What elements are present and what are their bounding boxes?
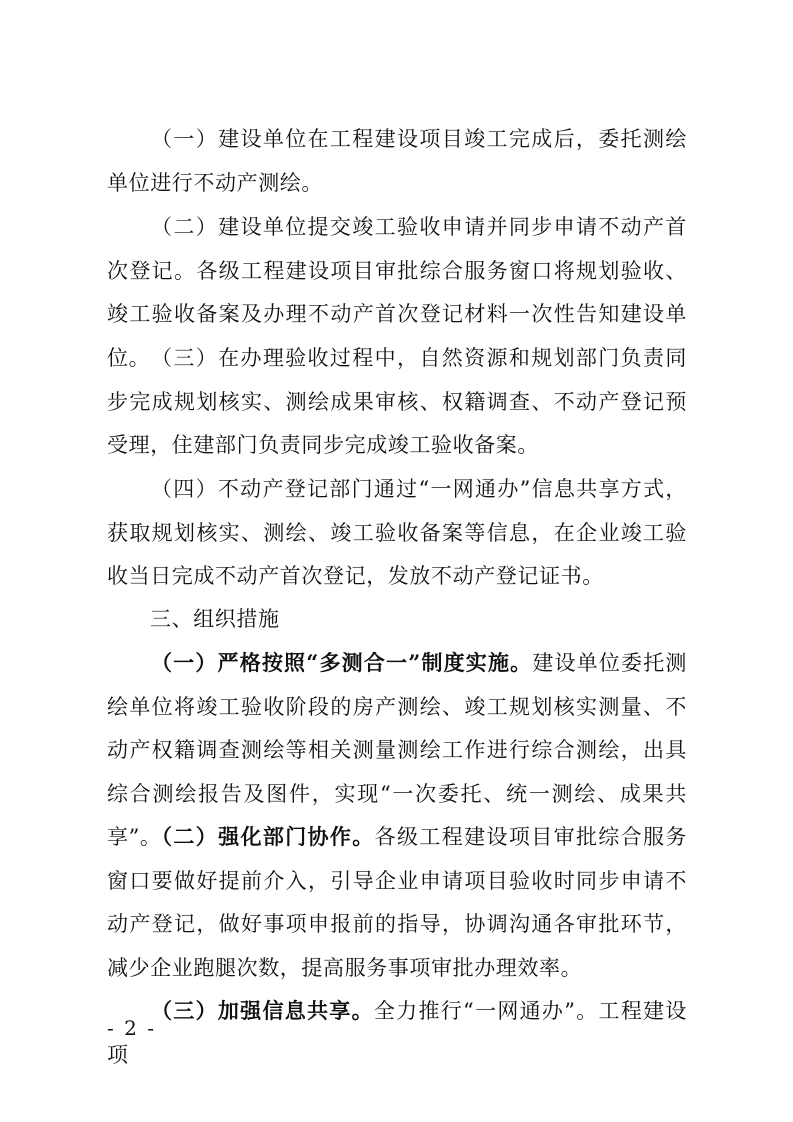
measure-1-lead: （一）严格按照“多测合一”制度实施。: [151, 650, 533, 675]
paragraph-1: [107, 118, 687, 205]
paragraph-2-text: （二）建设单位提交竣工验收申请并同步申请不动产首次登记。各级工程建设项目审批综合服务窗口将规划验收、竣工验收备案及办理不动产首次登记材料一次性告知建设单位。: [107, 215, 687, 370]
section-heading: 三、组织措施: [150, 607, 280, 631]
paragraph-3-text: （三）在办理验收过程中，自然资源和规划部门负责同步完成规划核实、测绘成果审核、权籍调查、不动产登记预受理，住建部门负责同步完成竣工验收备案。: [107, 346, 687, 457]
paragraph-4-text: （四）不动产登记部门通过“一网通办”信息共享方式，获取规划核实、测绘、竣工验收备案等信息，在企业竣工验收当日完成不动产首次登记，发放不动产登记证书。: [107, 477, 687, 588]
measure-3-lead: （三）加强信息共享。: [151, 998, 374, 1023]
measure-1-text: 建设单位委托测绘单位将竣工验收阶段的房产测绘、竣工规划核实测量、不动产权籍调查测绘等相关测量测绘工作进行综合测绘，出具综合测绘报告及图件，实现“一次委托、统一测绘、成果共享”。: [107, 651, 687, 849]
paragraph-3: [107, 337, 687, 468]
paragraph-1-text: （一）建设单位在工程建设项目竣工完成后，委托测绘单位进行不动产测绘。: [107, 127, 687, 195]
measure-2-lead: （二）强化部门协作。: [151, 824, 375, 849]
paragraph-4: [107, 468, 687, 599]
measure-3-text: 全力推行“一网通办”。工程建设项: [107, 999, 687, 1067]
measure-2: [107, 815, 687, 990]
measure-3: [107, 989, 687, 1077]
page-number: - 2 -: [107, 1016, 156, 1040]
measure-2-text: 各级工程建设项目审批综合服务窗口要做好提前介入，引导企业申请项目验收时同步申请不动产登记，做好事项申报前的指导，协调沟通各审批环节，减少企业跑腿次数，提高服务事项审批办理效率。: [107, 825, 687, 980]
